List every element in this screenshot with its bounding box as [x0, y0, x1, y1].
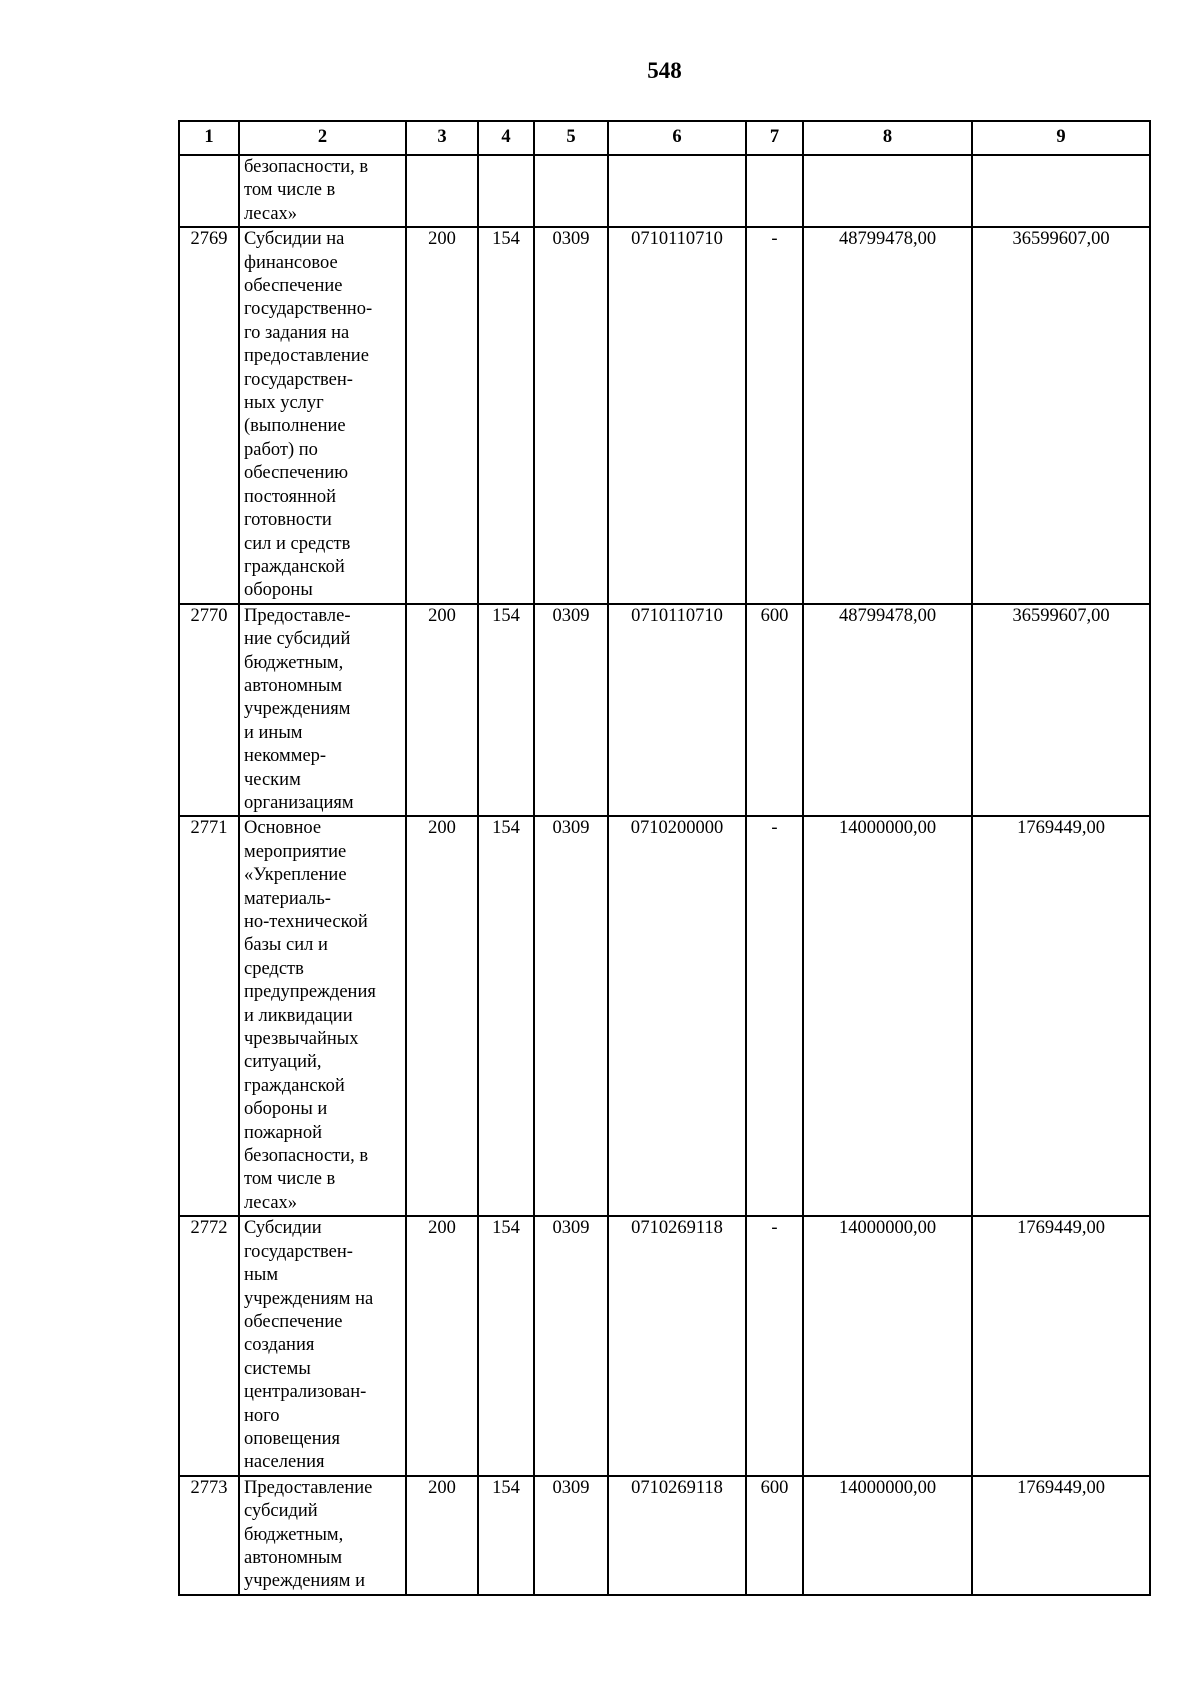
- table-row: [179, 816, 1150, 1216]
- budget-table: [178, 120, 1151, 1596]
- cell-c6: 0710110710: [608, 227, 746, 604]
- cell-c8: 48799478,00: [803, 227, 972, 604]
- cell-c3: 200: [406, 1216, 478, 1475]
- cell-c6: 0710269118: [608, 1216, 746, 1475]
- row-name: Предоставле- ние субсидий бюджетным, автономным учреждениям и иным некоммер- ческим организациям: [239, 604, 406, 817]
- row-number: 2771: [179, 816, 239, 1216]
- cell-c9: 1769449,00: [972, 1216, 1150, 1475]
- row-name: безопасности, в том числе в лесах»: [239, 155, 406, 227]
- cell-c6: 0710110710: [608, 604, 746, 817]
- header-row: [179, 121, 1150, 155]
- cell-c7: -: [746, 1216, 803, 1475]
- cell-c7: -: [746, 227, 803, 604]
- cell-c7: 600: [746, 1476, 803, 1595]
- cell-c4: 154: [478, 604, 534, 817]
- cell-c9: 1769449,00: [972, 1476, 1150, 1595]
- cell-c7: [746, 155, 803, 227]
- cell-c8: 14000000,00: [803, 816, 972, 1216]
- cell-c8: 14000000,00: [803, 1216, 972, 1475]
- table-row: [179, 227, 1150, 604]
- row-number: 2773: [179, 1476, 239, 1595]
- row-name: Субсидии государствен- ным учреждениям на обеспечение создания системы централизован- ного оповещения населения: [239, 1216, 406, 1475]
- cell-c9: 36599607,00: [972, 227, 1150, 604]
- row-number: 2772: [179, 1216, 239, 1475]
- cell-c8: 48799478,00: [803, 604, 972, 817]
- header-cell: 6: [608, 121, 746, 155]
- cell-c4: 154: [478, 816, 534, 1216]
- cell-c7: 600: [746, 604, 803, 817]
- cell-c3: 200: [406, 1476, 478, 1595]
- row-name: Субсидии на финансовое обеспечение государственно- го задания на предоставление государствен- ных услуг (выполнение работ) по обеспечению постоянной готовности сил и средств гражданской обороны: [239, 227, 406, 604]
- header-cell: 4: [478, 121, 534, 155]
- cell-c5: [534, 155, 608, 227]
- cell-c3: 200: [406, 816, 478, 1216]
- cell-c3: [406, 155, 478, 227]
- cell-c5: 0309: [534, 816, 608, 1216]
- row-number: 2770: [179, 604, 239, 817]
- cell-c4: [478, 155, 534, 227]
- header-cell: 8: [803, 121, 972, 155]
- cell-c9: 36599607,00: [972, 604, 1150, 817]
- header-cell: 5: [534, 121, 608, 155]
- cell-c9: [972, 155, 1150, 227]
- cell-c4: 154: [478, 1216, 534, 1475]
- cell-c6: 0710200000: [608, 816, 746, 1216]
- row-name: Основное мероприятие «Укрепление материаль- но-технической базы сил и средств предупреждения и ликвидации чрезвычайных ситуаций, гражданской обороны и пожарной безопасности, в том числе в лесах»: [239, 816, 406, 1216]
- table-row: [179, 1476, 1150, 1595]
- cell-c5: 0309: [534, 604, 608, 817]
- cell-c8: 14000000,00: [803, 1476, 972, 1595]
- cell-c5: 0309: [534, 1216, 608, 1475]
- cell-c5: 0309: [534, 227, 608, 604]
- cell-c6: [608, 155, 746, 227]
- cell-c3: 200: [406, 227, 478, 604]
- page-number: 548: [647, 58, 682, 83]
- cell-c7: -: [746, 816, 803, 1216]
- table-row: [179, 604, 1150, 817]
- header-cell: 1: [179, 121, 239, 155]
- cell-c5: 0309: [534, 1476, 608, 1595]
- cell-c6: 0710269118: [608, 1476, 746, 1595]
- header-cell: 2: [239, 121, 406, 155]
- table-row: [179, 1216, 1150, 1475]
- row-name: Предоставление субсидий бюджетным, автономным учреждениям и: [239, 1476, 406, 1595]
- header-cell: 3: [406, 121, 478, 155]
- cell-c8: [803, 155, 972, 227]
- header-cell: 7: [746, 121, 803, 155]
- cell-c3: 200: [406, 604, 478, 817]
- row-number: 2769: [179, 227, 239, 604]
- cell-c4: 154: [478, 227, 534, 604]
- cell-c9: 1769449,00: [972, 816, 1150, 1216]
- table-row: [179, 155, 1150, 227]
- cell-c4: 154: [478, 1476, 534, 1595]
- row-number: [179, 155, 239, 227]
- header-cell: 9: [972, 121, 1150, 155]
